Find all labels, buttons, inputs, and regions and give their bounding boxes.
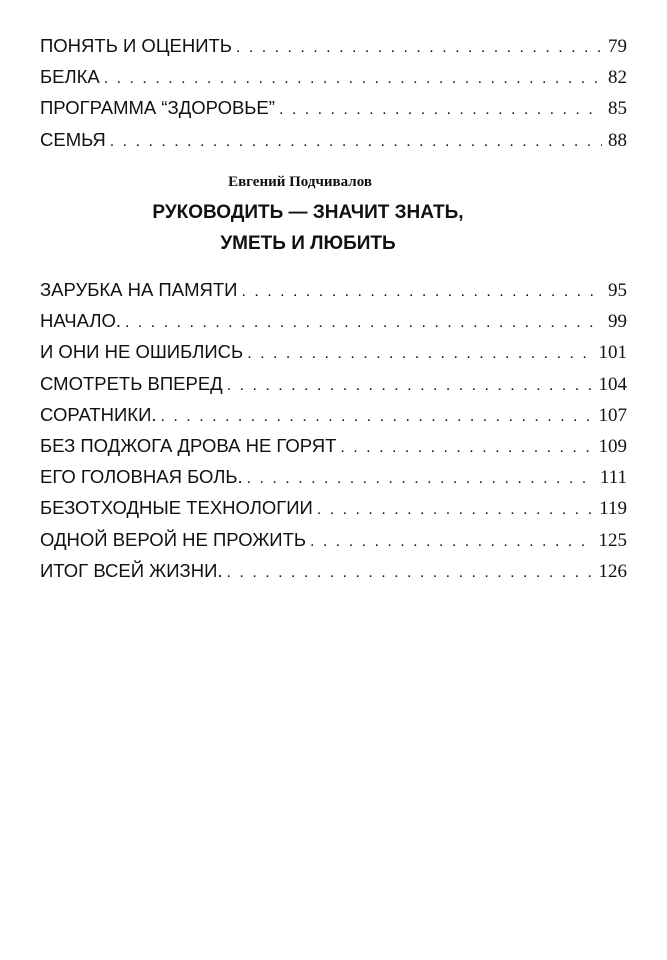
toc-entry: [40, 274, 627, 305]
toc-entry-title: И ОНИ НЕ ОШИБЛИСЬ: [40, 341, 244, 363]
leader-dots: [310, 526, 592, 557]
toc-entry-page: 104: [598, 373, 627, 395]
toc-entry-title: СЕМЬЯ: [40, 128, 106, 150]
toc-entry: [40, 92, 627, 123]
leader-dots: [227, 370, 593, 401]
toc-entry: [40, 492, 627, 523]
toc-entry: [40, 399, 627, 430]
toc-entry-page: 99: [608, 311, 627, 333]
toc-entry: [40, 555, 627, 586]
toc-entry-title: ЗАРУБКА НА ПАМЯТИ: [40, 279, 238, 300]
toc-entry-title: ОДНОЙ ВЕРОЙ НЕ ПРОЖИТЬ: [40, 528, 307, 550]
toc-entry-page: 119: [599, 498, 627, 520]
toc-entry-page: 109: [598, 435, 627, 457]
leader-dots: [317, 494, 593, 525]
toc-entry-title: ПРОГРАММА “ЗДОРОВЬЕ”: [40, 97, 275, 119]
toc-entry-title: БЕЗОТХОДНЫЕ ТЕХНОЛОГИИ: [40, 497, 313, 519]
toc-entry-title: БЕЗ ПОДЖОГА ДРОВА НЕ ГОРЯТ: [40, 434, 337, 456]
leader-dots: [340, 432, 592, 463]
toc-entry-title: ИТОГ ВСЕЙ ЖИЗНИ.: [40, 559, 223, 581]
leader-dots: [110, 126, 602, 157]
toc-entry-page: 101: [598, 342, 627, 364]
toc-entry: [40, 461, 627, 492]
toc-entry-page: 88: [608, 129, 627, 151]
toc-entry-title: СМОТРЕТЬ ВПЕРЕД: [40, 372, 223, 394]
section-title-line2: УМЕТЬ И ЛЮБИТЬ: [220, 233, 396, 254]
toc-list-section2: [40, 274, 627, 586]
toc-entry: [40, 368, 627, 399]
toc-entry-title: НАЧАЛО.: [40, 310, 122, 332]
leader-dots: [161, 401, 593, 432]
leader-dots: [236, 32, 602, 63]
toc-entry-page: 79: [608, 36, 627, 57]
section-author: Евгений Подчивалов: [228, 174, 372, 190]
toc-entry: [40, 430, 627, 461]
toc-entry-page: 125: [598, 529, 627, 551]
toc-entry-title: БЕЛКА: [40, 66, 100, 88]
section-title-line1: РУКОВОДИТЬ — ЗНАЧИТ ЗНАТЬ,: [152, 202, 464, 223]
toc-entry: [40, 336, 627, 367]
toc-entry-title: ЕГО ГОЛОВНАЯ БОЛЬ.: [40, 466, 243, 488]
toc-entry-title: СОРАТНИКИ.: [40, 403, 157, 425]
leader-dots: [241, 276, 602, 307]
leader-dots: [125, 307, 602, 338]
toc-entry-page: 111: [599, 467, 627, 489]
toc-entry-page: 126: [598, 560, 627, 582]
toc-entry-page: 82: [608, 67, 627, 89]
toc-entry-page: 85: [608, 98, 627, 120]
leader-dots: [247, 463, 594, 494]
toc-entry-page: 107: [598, 404, 627, 426]
toc-entry-title: ПОНЯТЬ И ОЦЕНИТЬ: [40, 35, 232, 56]
leader-dots: [227, 557, 593, 588]
toc-entry: [40, 30, 627, 61]
toc-entry-page: 95: [608, 280, 627, 301]
toc-entry: [40, 305, 627, 336]
toc-entry: [40, 524, 627, 555]
leader-dots: [104, 63, 602, 94]
leader-dots: [247, 338, 592, 369]
leader-dots: [279, 94, 602, 125]
toc-entry: [40, 61, 627, 92]
toc-list-section1: [40, 30, 627, 155]
toc-entry: [40, 124, 627, 155]
